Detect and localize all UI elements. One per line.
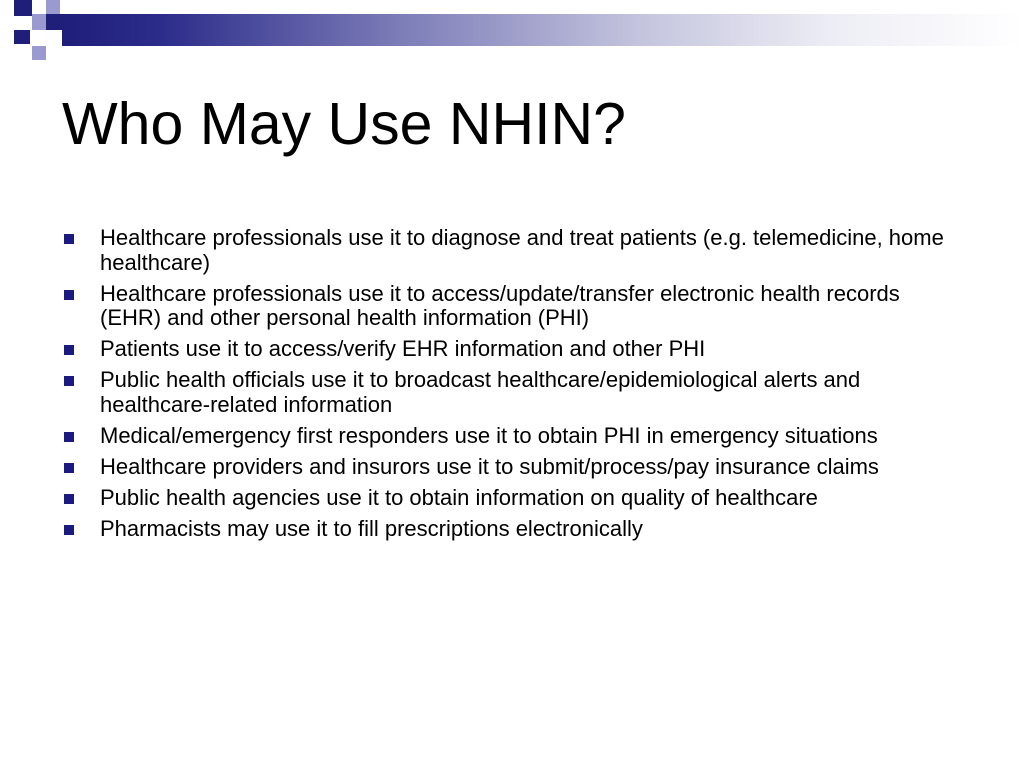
square-bullet-icon [64, 432, 74, 442]
header-gradient-bar [62, 14, 1024, 46]
bullet-item [62, 226, 962, 275]
square-bullet-icon [64, 234, 74, 244]
bullet-text: Pharmacists may use it to fill prescriptions electronically [100, 515, 643, 541]
bullet-item [62, 517, 962, 542]
bullet-text: Public health agencies use it to obtain information on quality of healthcare [100, 484, 818, 510]
deco-square [14, 0, 32, 16]
square-bullet-icon [64, 525, 74, 535]
slide-title: Who May Use NHIN? [62, 91, 626, 157]
bullet-text: Medical/emergency first responders use it to obtain PHI in emergency situations [100, 422, 878, 448]
bullet-text: Healthcare providers and insurors use it to submit/process/pay insurance claims [100, 453, 879, 479]
bullet-list [62, 226, 962, 548]
bullet-item [62, 424, 962, 449]
deco-square [32, 14, 46, 30]
bullet-item [62, 368, 962, 417]
deco-square [14, 30, 30, 44]
bullet-item [62, 282, 962, 331]
bullet-text: Public health officials use it to broadcast healthcare/epidemiological alerts and healthcare-related information [100, 367, 861, 417]
bullet-item [62, 455, 962, 480]
square-bullet-icon [64, 345, 74, 355]
square-bullet-icon [64, 376, 74, 386]
bullet-item [62, 337, 962, 362]
bullet-text: Patients use it to access/verify EHR information and other PHI [100, 336, 706, 361]
bullet-text: Healthcare professionals use it to diagnose and treat patients (e.g. telemedicine, home healthcare) [100, 225, 944, 275]
square-bullet-icon [64, 463, 74, 473]
square-bullet-icon [64, 494, 74, 504]
bullet-item [62, 486, 962, 511]
bullet-text: Healthcare professionals use it to access/update/transfer electronic health records (EHR) and other personal health information (PHI) [100, 280, 900, 330]
square-bullet-icon [64, 290, 74, 300]
deco-square [46, 14, 62, 30]
deco-square [32, 46, 46, 60]
deco-square [46, 0, 60, 14]
